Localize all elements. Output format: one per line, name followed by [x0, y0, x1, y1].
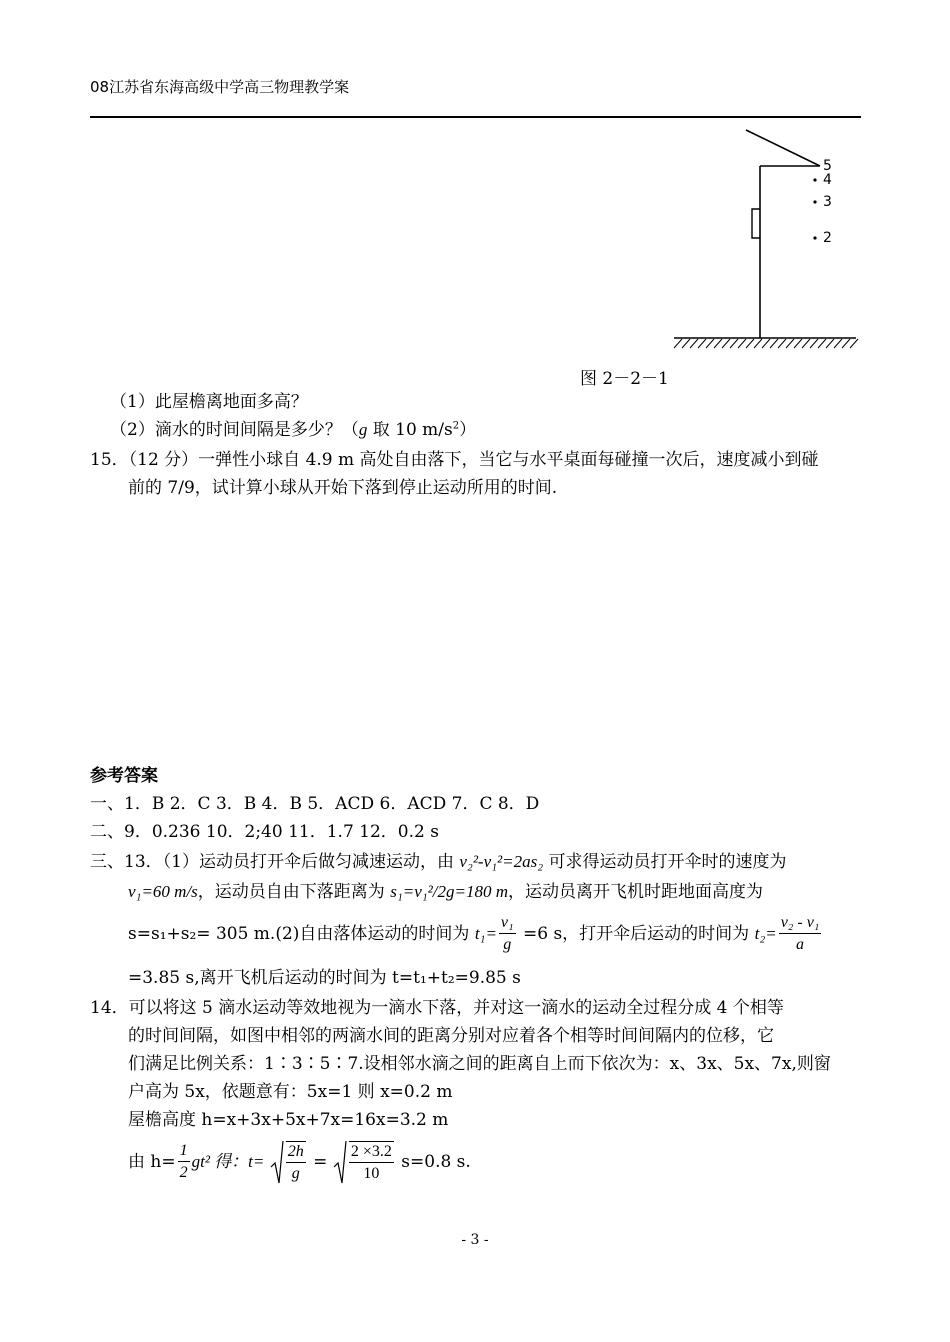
header-rule [90, 116, 861, 118]
drop-label-2: 2 [823, 230, 832, 246]
answer-13-line2: v₁=60 m/s，运动员自由下落距离为 s₁=v₁²/2g=180 m，运动员离开飞机时距地面高度为 [128, 882, 763, 902]
drop-label-3: 3 [823, 194, 832, 210]
answer-13-line3: s=s₁+s₂= 305 m.(2)自由落体运动的时间为 t₁= $\frac{\text{v₁}}{g}$ =6 s，打开伞后运动的时间为 t₂= $\frac{\text{v₂ - v₁}}{a}$ [128, 912, 823, 956]
ground-hatching [674, 339, 858, 348]
fraction-one-half: $\frac{1}{2}$ [179, 1142, 188, 1181]
drop-label-5: 5 [823, 158, 832, 174]
question-14-part1: （1）此屋檐离地面多高？ [110, 392, 308, 412]
answers-part1: 一、1．B 2．C 3．B 4．B 5．ACD 6．ACD 7．C 8．D [90, 794, 540, 814]
answer-14-line2: 的时间间隔，如图中相邻的两滴水间的距离分别对应着各个相等时间间隔内的位移，它 [128, 1026, 774, 1046]
answer-14-line6: 由 h= $\frac{1}{2}$ gt² 得：t= $\frac{2h}{g}$ = $\frac{2 \times 3.2}{10}$ s=0.8 s. [128, 1138, 471, 1187]
window-shape [752, 209, 760, 238]
figure-caption: 图 2－2－1 [580, 369, 669, 389]
answer-14-line5: 屋檐高度 h=x+3x+5x+7x=16x=3.2 m [128, 1110, 449, 1130]
answers-part2: 二、9．0.236 10．2;40 11．1.7 12．0.2 s [90, 822, 439, 842]
drop-label-4: 4 [823, 172, 832, 188]
roof-line [746, 130, 820, 166]
answer-14-line1: 14．可以将这 5 滴水运动等效地视为一滴水下落，并对这一滴水的运动全过程分成 4 个相等 [90, 998, 784, 1018]
sqrt-2h-over-g: $\frac{2h}{g}$ [270, 1138, 308, 1187]
answers-heading: 参考答案 [90, 766, 158, 786]
drop-4 [813, 178, 816, 181]
question-15-line2: 前的 7/9，试计算小球从开始下落到停止运动所用的时间. [128, 478, 558, 498]
answer-13-line1: 三、13．（1）运动员打开伞后做匀减速运动，由 v₂²-v₁²=2as₂ 可求得运动员打开伞时的速度为 [90, 852, 787, 872]
answer-14-line3: 们满足比例关系：1∶3∶5∶7.设相邻水滴之间的距离自上而下依次为：x、3x、5x、7x,则窗 [128, 1054, 831, 1074]
fraction-v2-minus-v1-over-a: $\frac{\text{v₂ - v₁}}{a}$ [780, 914, 820, 953]
drop-2 [813, 236, 816, 239]
question-15-line1: 15．（12 分）一弹性小球自 4.9 m 高处自由落下，当它与水平桌面每碰撞一次后，速度减小到碰 [90, 450, 819, 470]
question-14-part2: （2）滴水的时间间隔是多少？（g 取 10 $m/s^2$） [110, 420, 477, 440]
eaves-drop-figure [668, 126, 868, 358]
page-header: 08江苏省东海高级中学高三物理教学案 [90, 78, 350, 96]
sqrt-numeric: $\frac{2 \times 3.2}{10}$ [333, 1138, 396, 1187]
page-number: - 3 - [461, 1232, 489, 1248]
answer-14-line4: 户高为 5x，依题意有：5x=1 则 x=0.2 m [128, 1082, 453, 1102]
fraction-v1-over-g: $\frac{\text{v₁}}{g}$ [500, 914, 514, 953]
answer-13-line4: =3.85 s,离开飞机后运动的时间为 t=t₁+t₂=9.85 s [128, 968, 521, 988]
drop-3 [813, 200, 816, 203]
